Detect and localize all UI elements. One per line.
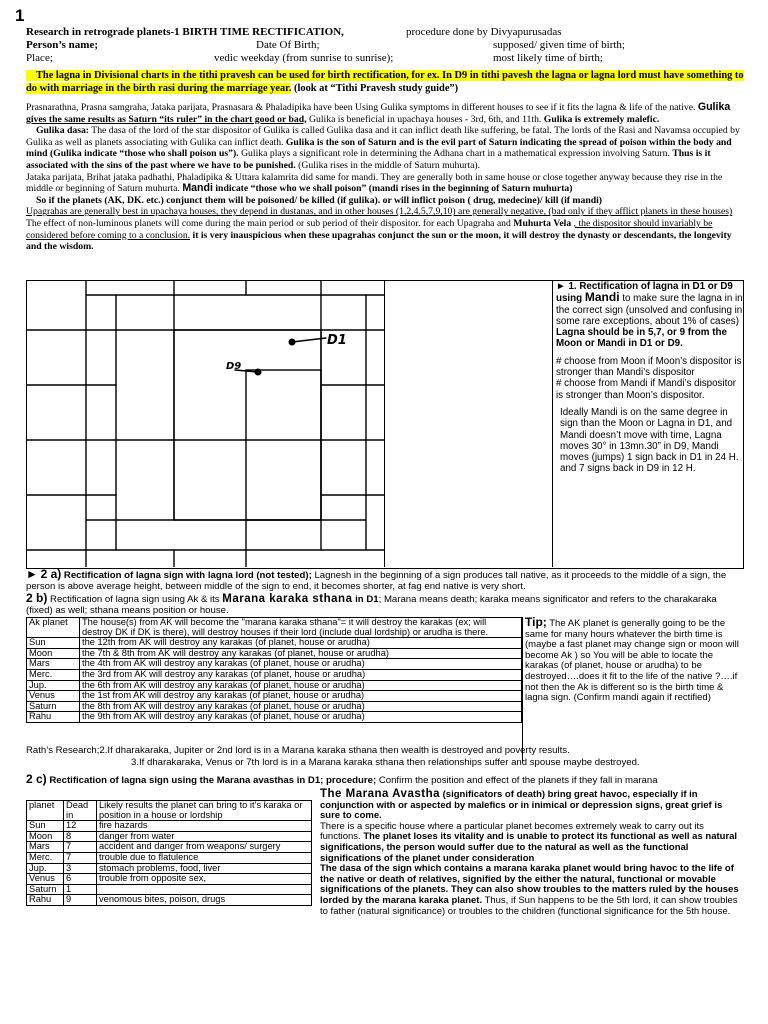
marana-avastha-table bbox=[26, 800, 312, 906]
ak-result-cell: the 4th from AK will destroy any karakas (of planet, house or arudha) bbox=[80, 659, 522, 670]
ak-result-cell: the 1st from AK will destroy any karakas (of planet, house or arudha) bbox=[80, 691, 522, 702]
header-results: Likely results the planet can bring to it’s karaka or position in a house or lordship bbox=[97, 801, 312, 821]
arrow-icon: ► bbox=[556, 281, 566, 292]
rect1-ideal-text: Ideally Mandi is on the same degree in sign than the Moon or Lagna in D1, and Mandi doesn’t move with time, Lagna moves 30° in 13mn.30” in D9, Mandi moves (jumps) 1 sign back in D1 in 24 H. and 7 signs back in D9 in 12 H. bbox=[560, 406, 739, 475]
ak-result-cell: the 8th from AK will destroy any karakas (of planet, house or arudha) bbox=[80, 701, 522, 712]
section-1-divider bbox=[384, 280, 385, 567]
dead-planet-cell: Saturn bbox=[27, 884, 64, 895]
dead-result-cell bbox=[97, 884, 312, 895]
document-header bbox=[26, 26, 746, 65]
conjunction-text: So if the planets (AK, DK. etc.) conjunct them will be poisoned/ be killed (if gulika). or will inflict poison ( drug, medecine)/ kill (if mandi) bbox=[36, 194, 603, 206]
upagraha-text: Upagrahas are generally best in upachaya houses, they depend in dustanas, and in other houses (1,2,4,5,7,9,10) are generally negative, (bad only if they afflict planets in these houses) bbox=[26, 206, 733, 218]
table-row bbox=[27, 659, 522, 670]
intro-text: Prasnarathna, Prasna samgraha, Jataka parijata, Prasnasara & Phaladipika have been Using Gulika symptoms in different houses to see if it fits the lagna & life of the native. bbox=[26, 102, 696, 113]
section-2c-label: 2 c) bbox=[26, 772, 47, 786]
d1-label: D1 bbox=[327, 333, 347, 348]
rect1-intro: to make sure the lagna in in the correct sign (unsolved and confusing in some rare exceptions, about 1% of cases) bbox=[556, 293, 743, 327]
dead-result-cell: trouble due to flatulence bbox=[97, 852, 312, 863]
rect1-mandi: Mandi bbox=[584, 290, 620, 305]
dead-planet-cell: Merc. bbox=[27, 852, 64, 863]
doc-author: procedure done by Divyapurusadas bbox=[406, 26, 562, 38]
ak-result-cell: the 9th from AK will destroy any karakas (of planet, house or arudha) bbox=[80, 712, 522, 723]
dead-house-cell: 7 bbox=[64, 842, 97, 853]
gulika-label: Gulika bbox=[697, 101, 731, 113]
ak-result-cell: the 3rd from AK will destroy any karakas (of planet, house or arudha) bbox=[80, 669, 522, 680]
rect1-option-mandi: # choose from Mandi if Mandi’s dispositor is stronger than Moon’s dispositor. bbox=[556, 378, 737, 401]
dead-house-cell: 3 bbox=[64, 863, 97, 874]
rect1-rule: Lagna should be in 5,7, or 9 from the Moon or Mandi in D1 or D9. bbox=[556, 327, 727, 350]
dead-house-cell: 12 bbox=[64, 821, 97, 832]
section-2a-label: 2 a) bbox=[40, 567, 62, 581]
marana-karaka-sthana-label: Marana karaka sthana bbox=[222, 593, 353, 605]
section-1-divider bbox=[552, 280, 553, 567]
weekday-field: vedic weekday (from sunrise to sunrise); bbox=[214, 52, 394, 64]
table-row bbox=[27, 863, 312, 874]
section-2b-label: 2 b) bbox=[26, 591, 48, 605]
marana-avastha-title: The Marana Avastha bbox=[320, 788, 440, 800]
ak-planet-cell: Venus bbox=[27, 691, 80, 702]
gulika-adhana-text: Gulika plays a significant role in determining the Adhana chart in a mathematical expression involving Saturn. bbox=[241, 148, 670, 160]
tip-label: Tip; bbox=[525, 615, 547, 629]
upagraha-effect-text: The effect of non-luminous planets will come during the main period or sub period of their dispositor. for each Upagraha and bbox=[26, 217, 511, 229]
gulika-muhurta-text: (Gulika rises in the middle of Saturn muhurta). bbox=[298, 159, 481, 171]
dead-planet-cell: Mars bbox=[27, 842, 64, 853]
dob-field: Date Of Birth; bbox=[256, 39, 320, 51]
dead-planet-cell: Sun bbox=[27, 821, 64, 832]
section-2a bbox=[26, 569, 744, 592]
d9-label: D9 bbox=[226, 361, 242, 372]
marana-avastha-text bbox=[320, 789, 744, 917]
table-row bbox=[27, 821, 312, 832]
table-row bbox=[27, 852, 312, 863]
gulika-upachaya: Gulika is beneficial in upachaya houses - 3rd, 6th, and 11th. bbox=[309, 113, 542, 125]
dead-planet-cell: Venus bbox=[27, 874, 64, 885]
table-row bbox=[27, 842, 312, 853]
table-row bbox=[27, 884, 312, 895]
muhurta-vela-label: Muhurta Vela bbox=[513, 217, 572, 229]
highlight-text: The lagna in Divisional charts in the tithi pravesh can be used for birth rectification, for ex. In D9 in tithi pavesh the lagna or lagna lord must have something to do with marriage in the birth rasi during the marriage year. bbox=[26, 70, 744, 94]
gulika-dasa-text: The dasa of the lord of the star dispositor of Gulika is called Gulika dasa and it can inflict death like suffering, be fatal. The lords of the Rasi and Navamsa occupied by Gulika as well as planets associating with Gulika can inflict death. bbox=[26, 125, 740, 148]
ak-planet-cell: Saturn bbox=[27, 701, 80, 712]
d1-d9-diagram bbox=[26, 280, 384, 567]
dead-result-cell: stomach problems, food, liver bbox=[97, 863, 312, 874]
dead-planet-cell: Jup. bbox=[27, 863, 64, 874]
section-2b bbox=[26, 593, 744, 616]
dead-house-cell: 1 bbox=[64, 884, 97, 895]
inauspicious-text: it is very inauspicious when these upagrahas conjunct the sun or the moon, it will destroy the dynasty or descendants, the longevity and the wisdom. bbox=[26, 229, 732, 253]
ak-planet-cell: Mars bbox=[27, 659, 80, 670]
ak-planet-cell: Rahu bbox=[27, 712, 80, 723]
marana-avastha-intro: (significators of death) bring great havoc, especially if in conjunction with or aspected by malefics or in inimical or depression signs, great grief is sure to come. bbox=[320, 789, 723, 822]
ak-planet-cell: Merc. bbox=[27, 669, 80, 680]
dead-result-cell: venomous bites, poison, drugs bbox=[97, 895, 312, 906]
table-row bbox=[27, 895, 312, 906]
arrow-icon: ► bbox=[26, 567, 38, 581]
dead-result-cell: danger from water bbox=[97, 831, 312, 842]
dead-house-cell: 8 bbox=[64, 831, 97, 842]
person-name-field: Person’s name; bbox=[26, 39, 98, 51]
table-row bbox=[27, 874, 312, 885]
dispositor-text: , the dispositor should invariably be considered before coming to a conclusion. bbox=[26, 217, 713, 241]
ak-result-cell: the 12th from AK will destroy any karakas (of planet, house or arudha) bbox=[80, 638, 522, 649]
page-number: 1 bbox=[15, 6, 25, 25]
table-row bbox=[27, 701, 522, 712]
table-row bbox=[27, 712, 522, 723]
marana-avastha-example: Thus, if Sun happens to be the 5th lord, it can show troubles to father (natural significance) or troubles to the children (functional significance for the 5th house. bbox=[320, 894, 738, 917]
dead-house-cell: 6 bbox=[64, 874, 97, 885]
section-2c-title: Rectification of lagna sign using the Marana avasthas in D1; procedure; bbox=[49, 775, 377, 786]
header-planet: planet bbox=[27, 801, 64, 821]
raths-research bbox=[26, 745, 744, 769]
marana-avastha-house: There is a specific house where a particular planet becomes extremely weak to carry out its functions. bbox=[320, 820, 704, 843]
ak-planet-cell: Moon bbox=[27, 648, 80, 659]
table-row bbox=[27, 680, 522, 691]
ak-planet-cell: Sun bbox=[27, 638, 80, 649]
dead-house-cell: 7 bbox=[64, 852, 97, 863]
section-2b-title: Rectification of lagna sign using Ak & its bbox=[50, 594, 220, 605]
gulika-sins-text: Thus is it associated with the sins of the past where we have to be punished. bbox=[26, 148, 711, 171]
section-2a-title: Rectification of lagna sign with lagna lord (not tested); bbox=[63, 570, 312, 581]
table-row bbox=[27, 669, 522, 680]
marana-avastha-dasa: The dasa of the sign which contains a marana karaka planet would bring havoc to the life of the native or death of relatives, signified by the either the natural, functional or movable significations of the planets. They can also show troubles to the matters ruled by the houses lorded by the marana karaka planet. bbox=[320, 863, 739, 906]
dead-result-cell: trouble from opposite sex, bbox=[97, 874, 312, 885]
mandi-label: Mandi bbox=[182, 182, 213, 195]
gulika-saturn-text: gives the same results as Saturn “its ruler” in the chart good or bad, bbox=[26, 113, 307, 125]
gulika-malefic: Gulika is extremely malefic. bbox=[543, 113, 660, 125]
highlight-ref: (look at “Tithi Pravesh study guide”) bbox=[294, 83, 459, 94]
dead-planet-cell: Moon bbox=[27, 831, 64, 842]
section-2b-text: ; Marana means death; karaka means significator and refers to the charakaraka (fixed) as well; sthana means position or house. bbox=[26, 594, 717, 616]
rect1-option-moon: # choose from Moon if Moon’s dispositor is stronger than Mandi’s dispositor bbox=[556, 355, 742, 379]
gulika-dasa-title: Gulika dasa: bbox=[36, 125, 90, 137]
gulika-son-text: Gulika is the son of Saturn and is the evil part of Saturn indicating the spread of poison within the body and mind (Gulika indicate “those who shall poison us”). bbox=[26, 136, 732, 160]
section-2c bbox=[26, 773, 744, 787]
raths-wealth: Rath’s Research;2.If dharakaraka, Jupiter or 2nd lord is in a Marana karaka sthana then wealth is destroyed and poverty results. bbox=[26, 745, 570, 756]
table-row bbox=[27, 691, 522, 702]
tip-text: The AK planet is generally going to be the same for many hours whatever the birth time is (maybe a fast planet may change sign or moon will become Ak ) so You will be able to locate the karakas (of planet, house or arudha) to be destroyed….does it fit to the life of the native ?….if not then the Ak is different so is the birth time & lagna sign. (Confirm mandi again if rectified) bbox=[525, 618, 739, 704]
ak-planet-cell: Ak planet bbox=[27, 618, 80, 638]
likely-time-field: most likely time of birth; bbox=[493, 52, 603, 64]
raths-relationships: 3.If dharakaraka, Venus or 7th lord is in a Marana karaka sthana then relationships suffer and spouse maybe destroyed. bbox=[131, 757, 640, 768]
table-row bbox=[27, 618, 522, 638]
intro-section bbox=[26, 102, 744, 253]
ak-planet-cell: Jup. bbox=[27, 680, 80, 691]
mandi-text: Jataka parijata, Brihat jataka padhathi, Phaladipika & Uttara kalamrita did same for mandi. They are generally both in same house or close together anyway because they rise in the middle or beginning of Saturn muhurta. bbox=[26, 171, 723, 195]
place-field: Place; bbox=[26, 52, 53, 64]
tithi-pravesh-note bbox=[26, 69, 744, 95]
dead-house-cell: 9 bbox=[64, 895, 97, 906]
section-2c-text: Confirm the position and effect of the planets if they fall in marana bbox=[378, 775, 658, 786]
dead-result-cell: fire hazards bbox=[97, 821, 312, 832]
section-2a-text: Lagnesh in the beginning of a sign produces tall native, as it proceeds to the middle of a sign, the person is above average height, between middle of the sign to end, it becomes shorter, at fag end native is very short. bbox=[26, 570, 727, 592]
mandi-indicate-text: indicate “those who we shall poison” (mandi rises in the beginning of Saturn muhurta) bbox=[215, 183, 573, 195]
rect1-title: 1. Rectification of lagna in D1 or D9 using bbox=[556, 281, 733, 305]
header-dead-in: Dead in bbox=[64, 801, 97, 821]
supposed-time-field: supposed/ given time of birth; bbox=[493, 39, 625, 51]
section-2b-d1: in D1 bbox=[355, 594, 379, 605]
ak-result-cell: the 6th from AK will destroy any karakas (of planet, house or arudha) bbox=[80, 680, 522, 691]
doc-title: Research in retrograde planets-1 BIRTH TIME RECTIFICATION, bbox=[26, 26, 344, 38]
dead-result-cell: accident and danger from weapons/ surgery bbox=[97, 842, 312, 853]
dead-planet-cell: Rahu bbox=[27, 895, 64, 906]
ak-marana-table bbox=[26, 617, 522, 723]
table-row bbox=[27, 638, 522, 649]
tip-box bbox=[522, 617, 747, 762]
marana-avastha-vitality: The planet loses its vitality and is unable to protect its functional as well as natural significations, the person would suffer due to the natural as well as the functional significations of the planet under consideration bbox=[320, 831, 738, 864]
ak-result-cell: The house(s) from AK will become the "marana karaka sthana"= it will destroy the karakas (ex; will destroy DK if DK is there), will destroy houses if their lord (include dual lordship) or arudha is there. bbox=[80, 618, 522, 638]
table-row bbox=[27, 648, 522, 659]
rectification-1-note bbox=[556, 281, 744, 481]
ak-result-cell: the 7th & 8th from AK will destroy any karakas (of planet, house or arudha) bbox=[80, 648, 522, 659]
table-row bbox=[27, 831, 312, 842]
